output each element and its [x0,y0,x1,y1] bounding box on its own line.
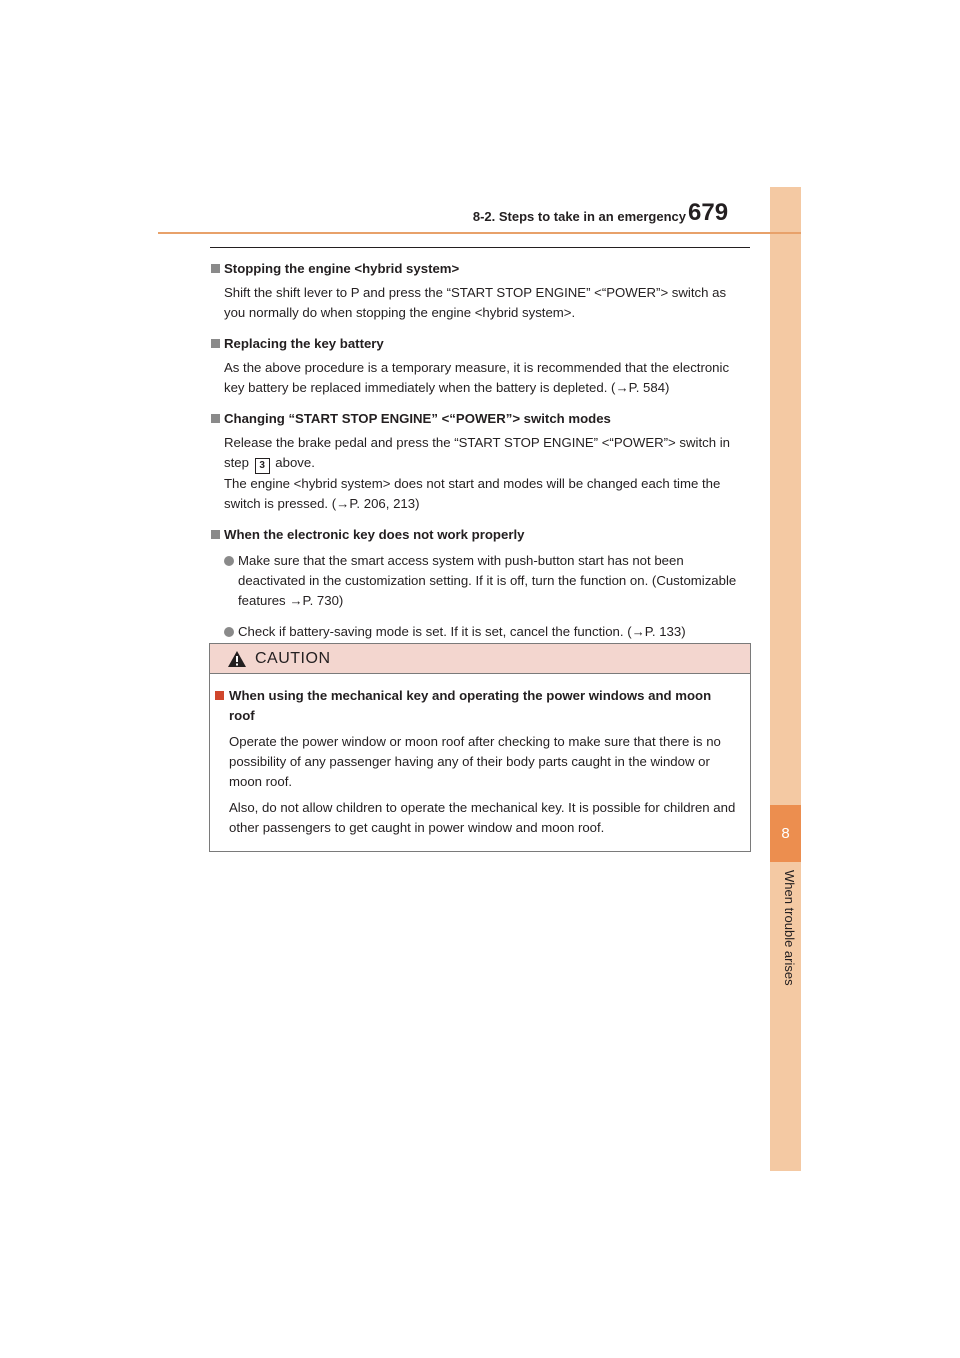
chapter-number: 8 [770,805,801,862]
header-rule [158,232,801,234]
page-number: 679 [688,199,729,226]
section-text [224,433,750,514]
section-text-part: The engine <hybrid system> does not start and modes will be changed each time the switch is pressed. (→P. 206, 213) [224,476,721,511]
step-number-badge: 3 [255,458,270,474]
section-heading: Changing “START STOP ENGINE” <“POWER”> switch modes [210,409,750,429]
bullet-item: Check if battery-saving mode is set. If it is set, cancel the function. (→P. 133) [224,622,750,642]
caution-box [209,643,751,852]
caution-paragraph: Also, do not allow children to operate the mechanical key. It is possible for children and other passengers to get caught in power window and moon roof. [229,800,736,835]
content-rule [210,247,750,248]
main-content [210,259,750,653]
caution-header [210,644,750,674]
section-text-part: above. [275,455,315,470]
caution-body [210,674,750,838]
caution-paragraph: Operate the power window or moon roof after checking to make sure that there is no possibility of any passenger having any of their body parts caught in the window or moon roof. [229,734,721,789]
section-heading: When the electronic key does not work properly [210,525,750,545]
section-heading: Stopping the engine <hybrid system> [210,259,750,279]
section-text: As the above procedure is a temporary measure, it is recommended that the electronic key battery be replaced immediately when the battery is depleted. (→P. 584) [224,360,730,395]
warning-triangle-icon [227,650,247,668]
section-title: 8-2. Steps to take in an emergency [472,209,686,224]
chapter-side-tab [770,187,801,1171]
caution-label: CAUTION [255,649,331,667]
section-heading: Replacing the key battery [210,334,750,354]
section-text: Shift the shift lever to P and press the “START STOP ENGINE” <“POWER”> switch as you normally do when stopping the engine <hybrid system>. [224,285,727,320]
section-text-part: Release the brake pedal and press the “START STOP ENGINE” <“POWER”> switch in step [224,435,730,470]
chapter-label: When trouble arises [782,870,797,986]
bullet-item: Make sure that the smart access system with push-button start has not been deactivated in the customization setting. If it is off, turn the function on. (Customizable features →P. 730) [224,551,750,611]
caution-heading: When using the mechanical key and operating the power windows and moon roof [215,686,740,726]
